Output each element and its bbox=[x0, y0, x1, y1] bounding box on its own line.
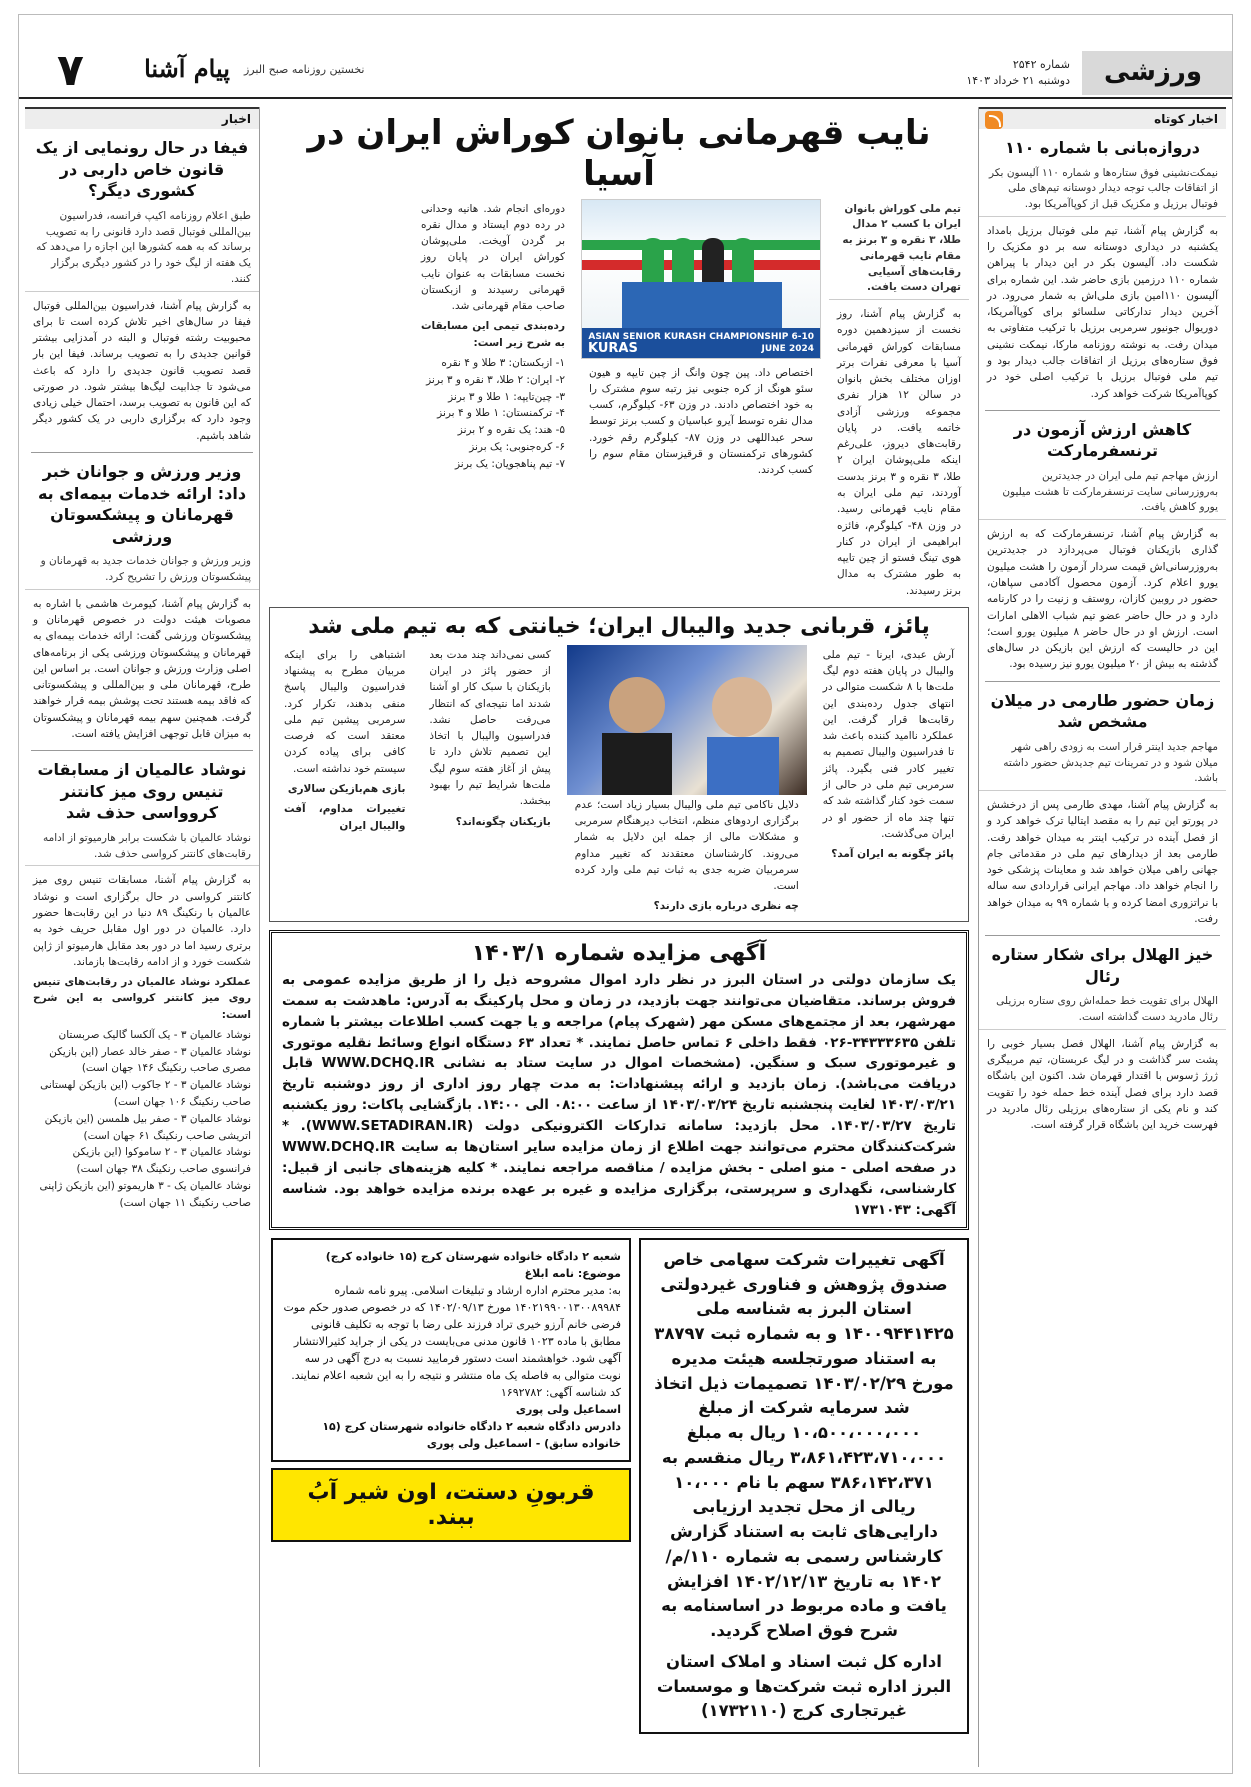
volleyball-subhead: بازیکنان چگونه‌اند؟ bbox=[455, 815, 551, 828]
story-headline: خیز الهلال برای شکار ستاره رئال bbox=[991, 945, 1214, 986]
court-signature: دادرس دادگاه شعبه ۲ دادگاه خانواده شهرستان کرج (۱۵ خانواده سابق) - اسماعیل ولی پوری bbox=[322, 1420, 621, 1451]
results-list bbox=[25, 1025, 259, 1214]
main-body-2: اختصاص داد. پین چون وانگ از چین تایپه و هیون سئو هونگ از کره جنوبی نیز رتبه سوم مشترک را به خود اختصاص دادند. در وزن ۶۳- کیلوگرم، کسب مدال نقره توسط آیرو عباسیان و کسب برنز توسط سحر عبداللهی در وزن ۸۷- کیلوگرم رقم خورد. کشورهای ترکمنستان و قرقیزستان مقام سوم را کسب کردند. bbox=[589, 366, 813, 477]
result-item: نوشاد عالمیان ۳ - یک آلکسا گالیک صربستان bbox=[58, 1028, 251, 1041]
volleyball-subhead: تغییرات مداوم، آفت والیبال ایران bbox=[284, 803, 406, 832]
main-story-row bbox=[269, 199, 969, 601]
story-lead: ارزش مهاجم تیم ملی ایران در جدیدترین به‌روزرسانی سایت ترنسفرمارکت تا هشت میلیون یورو کاهش یافت. bbox=[979, 466, 1226, 520]
ranking-item: ۲- ایران: ۲ طلا، ۳ نقره و ۳ برنز bbox=[426, 373, 565, 386]
story-r1 bbox=[979, 137, 1226, 404]
kurash-team-photo bbox=[581, 199, 821, 359]
divider bbox=[31, 750, 253, 751]
divider bbox=[985, 410, 1220, 411]
story-body: به گزارش پیام آشنا، الهلال فصل بسیار خوبی را پشت سر گذاشت و در لیگ عربستان، تیم مربیگری ژرژ ژسوس با اقتدار قهرمان شد. اکنون این باشگاه قصد دارد برای فصل آینده خط حمله خود را تقویت کند و نام یکی از ستاره‌های برزیلی رئال مادرید در فهرست خرید این باشگاه قرار گرفته است. bbox=[987, 1037, 1218, 1132]
flag-red-stripe bbox=[582, 260, 820, 270]
volleyball-col-1 bbox=[815, 645, 962, 917]
story-r2 bbox=[979, 419, 1226, 675]
court-signature-name: اسماعیل ولی پوری bbox=[515, 1403, 621, 1417]
issue-number: شماره ۲۵۴۲ bbox=[1012, 58, 1070, 71]
volleyball-story bbox=[269, 607, 969, 922]
auction-ad bbox=[269, 930, 969, 1230]
center-area bbox=[269, 107, 969, 1767]
water-saving-slogan: قربونِ دستت، اون شیر آبُ ببند. bbox=[271, 1468, 631, 1542]
main-body-3: دوره‌ای انجام شد. هانیه وحدانی در رده دوم ایستاد و مدال نقره بر گردن آویخت. ملی‌پوشان کوراش ایران در پایان روز نخست مسابقات به عنوان نایب قهرمانی رسیدند و ازبکستان صاحب مقام قهرمانی شد. bbox=[421, 202, 565, 313]
result-item: نوشاد عالمیان ۳ - صفر خالد عصار (این بازیکن مصری صاحب رنکینگ ۱۴۶ جهان است) bbox=[49, 1045, 251, 1075]
championship-banner bbox=[582, 328, 820, 358]
ranking-list bbox=[413, 353, 573, 475]
divider bbox=[31, 452, 253, 453]
flag-green-stripe bbox=[582, 240, 820, 250]
section-tab bbox=[1082, 51, 1232, 95]
coach-figure bbox=[702, 238, 724, 288]
story-body: به گزارش پیام آشنا، ترنسفرمارکت که به ارزش گذاری بازیکنان فوتبال می‌پردازد در جدیدترین به‌روزرسانی‌اش قیمت سردار آزمون را هشت میلیون یورو اعلام کرد. آزمون محصول آکادمی سپاهان، حضور در روبین کازان، روستف و زنیت را در کارنامه دارد و در حال حاضر عضو تیم شباب الاهلی امارات است. ارزش او در حال حاضر ۸ میلیون یورو است؛ این در حالیست که ارزش این بازیکن در سال‌های گذشته به بیش از ۲۰ میلیون یورو نیز رسیده بود. bbox=[987, 528, 1219, 671]
podium bbox=[622, 282, 782, 328]
kicker-label: اخبار کوتاه bbox=[1154, 112, 1218, 126]
volleyball-subhead: بازی هم‌بازیکن سالاری bbox=[287, 783, 406, 795]
results-title: عملکرد نوشاد عالمیان در رقابت‌های تنیس روی میز کانتنر کرواسی به این شرح است: bbox=[33, 976, 251, 1021]
story-r4 bbox=[979, 944, 1226, 1135]
page-number: ۷ bbox=[57, 45, 84, 96]
kicker-label: اخبار bbox=[221, 112, 251, 126]
story-headline: نوشاد عالمیان از مسابقات تنیس روی میز کانتنر کروواسی حذف شد bbox=[37, 760, 247, 823]
divider bbox=[985, 681, 1220, 682]
column-kicker bbox=[979, 107, 1226, 129]
story-headline: فیفا در حال رونمایی از یک قانون خاص داربی در کشوری دیگر؟ bbox=[35, 138, 249, 201]
issue-info bbox=[890, 57, 1070, 89]
story-r3 bbox=[979, 690, 1226, 930]
tagline: نخستین روزنامه صبح البرز bbox=[244, 63, 365, 76]
newspaper-page bbox=[18, 14, 1233, 1774]
masthead bbox=[19, 15, 1232, 105]
main-story-col-3 bbox=[413, 199, 573, 601]
coach-face-left bbox=[609, 677, 665, 733]
court-code: کد شناسه آگهی: ۱۶۹۲۷۸۲ bbox=[500, 1386, 621, 1400]
column-kicker bbox=[25, 107, 259, 129]
main-headline: نایب قهرمانی بانوان کوراش ایران در آسیا bbox=[307, 113, 931, 194]
flag-white-stripe bbox=[582, 250, 820, 260]
story-body: به گزارش پیام آشنا، کیومرث هاشمی با اشاره به مصوبات هیئت دولت در خصوص قهرمانان و پیشکسوتان ورزشی گفت: ارائه خدمات بیمه‌ای به قهرمانان و پیشکسوتان ورزشی یکی از برنامه‌های اصلی وزارت ورزش و جوانان است. بر اساس این طرح، قهرمانان ملی و بین‌المللی و پیشکسوتانی که فاقد بیمه هستند تحت پوشش بیمه قرار خواهند گرفت. همچنین سهم بیمه قهرمانان و پیشکسوتان به میزان قابل توجهی افزایش یافته است. bbox=[33, 597, 251, 740]
result-item: نوشاد عالمیان ۳ - ۲ ساموکوا (این بازیکن فرانسوی صاحب رنکینگ ۳۸ جهان است) bbox=[72, 1146, 251, 1176]
newspaper-logo bbox=[137, 43, 237, 93]
ranking-item: ۵- هند: یک نقره و ۲ برنز bbox=[457, 424, 565, 437]
story-headline: دروازه‌بانی با شماره ۱۱۰ bbox=[1005, 138, 1200, 157]
story-headline: وزیر ورزش و جوانان خبر داد: ارائه خدمات بیمه‌ای به قهرمانان و پیشکسوتان ورزشی bbox=[37, 461, 247, 546]
coach-body-right bbox=[707, 737, 779, 795]
volleyball-text-2: دلایل ناکامی تیم ملی والیبال بسیار زیاد است؛ عدم برگزاری اردوهای منظم، انتخاب دیرهنگام سرمربی و مشکلات مالی از جمله این دلایل به شمار می‌روند. کارشناسان معتقدند که تغییر مداوم سرمربیان ضربه جدی به ثبات تیم ملی وارد کرده است. bbox=[574, 798, 799, 893]
news-column bbox=[25, 107, 260, 1767]
volleyball-headline: پائز، قربانی جدید والیبال ایران؛ خیانتی که به تیم ملی شد bbox=[308, 613, 930, 639]
story-lead: طبق اعلام روزنامه اکیپ فرانسه، فدراسیون بین‌المللی فوتبال قصد دارد قانونی را به تصویب برساند که به همه کشورها این اجازه را می‌دهد که یک هفته از لیگ خود را در کشور دیگری برگزار کنند. bbox=[25, 206, 259, 292]
volleyball-text-4: اشتباهی را برای اینکه مربیان مطرح به پیشنهاد فدراسیون والیبال پاسخ منفی بدهند، تکرار کرد. سرمربی پیشین تیم ملی معتقد است که فرصت کافی برای پیاده کردن سیستم خود نداشته است. bbox=[284, 648, 406, 775]
ranking-item: ۴- ترکمنستان: ۱ طلا و ۴ برنز bbox=[437, 407, 565, 420]
volleyball-col-4 bbox=[276, 645, 413, 917]
company-notice-text: آگهی تغییرات شرکت سهامی خاص صندوق پژوهش و فناوری غیردولتی استان البرز به شناسه ملی ۱۴۰۰۹۴۴۱۴۲۵ و به شماره ثبت ۳۸۷۹۷ به استناد صورتجلسه هیئت مدیره مورخ ۱۴۰۳/۰۲/۲۹ تصمیمات ذیل اتخاذ شد سرمایه شرکت از مبلغ ۱۰،۵۰۰،۰۰۰،۰۰۰ ریال به مبلغ ۳،۸۶۱،۴۲۳،۷۱۰،۰۰۰ ریال منقسم به ۳۸۶،۱۴۲،۳۷۱ سهم با نام ۱۰،۰۰۰ ریالی از محل تجدید ارزیابی دارایی‌های ثابت به استناد گزارش کارشناس رسمی به شماره ۱۱۰/م/۱۴۰۲ به تاریخ ۱۴۰۲/۱۲/۱۳ افزایش یافت و ماده مربوط در اساسنامه به شرح فوق اصلاح گردید. bbox=[654, 1249, 954, 1641]
story-body: به گزارش پیام آشنا، فدراسیون بین‌المللی فوتبال فیفا در سال‌های اخیر تلاش کرده است تا برای محبوبیت رشته فوتبال و البته در آمدزایی بیشتر قوانین جدیدی را به تصویب برساند. فیفا این بار قصد تصویب قانون جدیدی را دارد که باعث می‌شود تا جذابیت لیگ‌ها بیشتر شود. در صورتی که این قانون به تصویب برسد، احتمال خیلی زیادی وجود دارد که برگزاری داربی در یک کشور دیگر شاهد باشیم. bbox=[33, 299, 251, 442]
volleyball-subhead: پائز چگونه به ایران آمد؟ bbox=[831, 848, 954, 861]
story-headline: زمان حضور طارمی در میلان مشخص شد bbox=[990, 690, 1215, 732]
court-notice-col bbox=[271, 1238, 631, 1734]
story-body: به گزارش پیام آشنا، مسابقات تنیس روی میز کانتنر کرواسی در حال برگزاری است و نوشاد عالمیان با رنکینگ ۸۹ دنیا در این رقابت‌ها حضور دارد. عالمیان در دور اول مقابل حریف خود به برتری رسید اما در دور بعد مقابل هارمیوتو از ژاپن شکست خورد و از ادامه رقابت‌ها بازماند. bbox=[33, 874, 251, 968]
story-headline: کاهش ارزش آزمون در ترنسفرمارکت bbox=[1013, 419, 1192, 461]
volleyball-text-1: آرش عبدی، ایرنا - تیم ملی والیبال در پایان هفته دوم لیگ ملت‌ها با ۸ شکست متوالی در انتهای جدول رده‌بندی این رقابت‌ها قرار گرفت. این عملکرد ناامید کننده باعث شد تا فدراسیون والیبال تصمیم به تغییر کادر فنی بگیرد. پائز سرمربی تیم ملی در حالی از سمت خود کنار گذاشته شد که تنها چند ماه از حضور او در ایران می‌گذشت. bbox=[822, 648, 954, 840]
main-lead: تیم ملی کوراش بانوان ایران با کسب ۲ مدال طلا، ۳ نقره و ۳ برنز به مقام نایب قهرمانی رقابت‌های آسیایی تهران دست یافت. bbox=[829, 199, 969, 301]
athlete-figure bbox=[642, 238, 664, 288]
volleyball-coaches-photo bbox=[567, 645, 807, 795]
ranking-item: ۱- ازبکستان: ۳ طلا و ۴ نقره bbox=[441, 356, 565, 369]
story-l1 bbox=[25, 137, 259, 446]
story-l2 bbox=[25, 461, 259, 744]
story-l3 bbox=[25, 759, 259, 1213]
logo-text: پیام آشنا bbox=[144, 54, 230, 83]
result-item: نوشاد عالمیان یک - ۳ هاریموتو (این بازیکن ژاپنی صاحب رنکینگ ۱۱ جهان است) bbox=[39, 1180, 251, 1209]
story-lead: الهلال برای تقویت خط حمله‌اش روی ستاره برزیلی رئال مادرید دست گذاشته است. bbox=[979, 991, 1226, 1030]
volleyball-col-photo bbox=[567, 645, 807, 917]
auction-title: آگهی مزایده شماره ۱۴۰۳/۱ bbox=[471, 940, 767, 966]
result-item: نوشاد عالمیان ۳ - صفر بیل هلمسن (این بازیکن اتریشی صاحب رنکینگ ۶۱ جهان است) bbox=[44, 1112, 251, 1142]
main-body-1: به گزارش پیام آشنا، روز نخست از سیزدهمین دوره مسابقات کوراش قهرمانی آسیا با معرفی نفرات برتر اوزان مختلف بخش بانوان در سالن ۱۲ هزار نفری مجموعه ورزشی آزادی خاتمه یافت. در پایان رقابت‌های دیروز، علی‌رغم اینکه ملی‌پوشان ایران ۲ طلا، ۳ نقره و ۳ برنز بدست آوردند، تیم ملی ایران به مقام نایب قهرمانی رسید. در وزن ۴۸- کیلوگرم، فائزه ابراهیمی از ایران در کنار هوی تینگ فستو از چین تایپه به طور مشترک به مدال برنز رسیدند. bbox=[837, 308, 961, 597]
volleyball-row bbox=[276, 645, 962, 917]
athlete-figure bbox=[732, 238, 754, 288]
company-notice-col bbox=[639, 1238, 969, 1734]
rss-icon bbox=[985, 111, 1003, 129]
court-title: شعبه ۲ دادگاه خانواده شهرستان کرج (۱۵ خانواده کرج) bbox=[325, 1249, 621, 1263]
company-notice bbox=[639, 1238, 969, 1734]
ranking-item: ۶- کره‌جنوبی: یک برنز bbox=[469, 440, 565, 453]
story-lead: مهاجم جدید اینتر قرار است به زودی راهی شهر میلان شود و در تمرینات تیم جدیدش حضور داشته باشد. bbox=[979, 737, 1226, 791]
court-body: به: مدیر محترم اداره ارشاد و تبلیغات اسلامی. پیرو نامه شماره ۱۴۰۲۱۹۹۰۰۱۳۰۰۸۹۹۸۴ مورخ ۱۴۰۲/۰۹/۱۳ که در خصوص صدور حکم موت فرضی خانم آرزو خیری تراد فرزند علی رضا با توجه به تکلیف قانونی مطابق با ماده ۱۰۲۳ قانون مدنی می‌بایست در یکی از جراید کثیرالانتشار آگهی شود. خواهشمند است دستور فرمایید نسبت به درج آگهی در سه نوبت متوالی به فاصله یک ماه منتشر و نتیجه را به این شعبه اعلام نمایند. bbox=[283, 1283, 621, 1383]
volleyball-text-3: کسی نمی‌داند چند مدت بعد از حضور پائز در ایران بازیکنان با سبک کار او آشنا شدند اما نتیجه‌ای که انتظار می‌رفت حاصل نشد. فدراسیون والیبال با اتخاذ این تصمیم تلاش دارد تا پیش از آغاز هفته سوم لیگ ملت‌ها شرایط تیم را بهبود ببخشد. bbox=[429, 648, 551, 808]
banner-side-text: KURAS bbox=[588, 340, 638, 356]
ranking-item: ۷- تیم پناهجویان: یک برنز bbox=[454, 457, 565, 470]
masthead-rule bbox=[19, 97, 1232, 99]
story-lead: نوشاد عالمیان با شکست برابر هارمیوتو از ادامه رقابت‌های کانتنر کرواسی حذف شد. bbox=[25, 828, 259, 867]
coach-body-left bbox=[602, 733, 672, 795]
issue-date: دوشنبه ۲۱ خرداد ۱۴۰۳ bbox=[966, 74, 1070, 87]
athlete-figure bbox=[672, 238, 694, 288]
court-notice bbox=[271, 1238, 631, 1463]
ranking-item: ۳- چین‌تایپه: ۱ طلا و ۳ برنز bbox=[448, 390, 565, 403]
notices-row bbox=[269, 1238, 969, 1734]
main-story bbox=[269, 113, 969, 601]
auction-text: یک سازمان دولتی در استان البرز در نظر دارد اموال مشروحه ذیل را از طریق مزایده عمومی به فروش برساند. متقاضیان می‌توانند جهت بازدید، در زمان و محل پارکینگ به آدرس: ماهدشت به سمت مهرشهر، بعد از مجتمع‌های مسکن مهر (شهرک پیام) مراجعه و یا جهت کسب اطلاعات بیشتر با شماره تلفن ۳۴۳۳۳۶۳۵-۰۲۶ فقط داخلی ۶ تماس حاصل نمایند. * تعداد ۶۳ دستگاه انواع وسائط نقلیه موتوری و غیرموتوری سبک و سنگین. (مشخصات اموال در سایت ستاد به نشانی WWW.DCHQ.IR قابل دریافت می‌باشد). زمان بازدید و ارائه پیشنهادات: به مدت چهار روز اداری از روز دوشنبه تاریخ ۱۴۰۳/۰۳/۲۱ لغایت پنجشنبه تاریخ ۱۴۰۳/۰۳/۲۴ از ساعت ۰۸:۰۰ الی ۱۴:۰۰. بازگشایی پاکات: روز یکشنبه تاریخ ۱۴۰۳/۰۳/۲۷. محل بازدید: سامانه تدارکات الکترونیکی دولت (WWW.SETADIRAN.IR). * شرکت‌کنندگان محترم می‌توانند جهت اطلاع از زمان مزایده سایر استان‌ها به سایت WWW.DCHQ.IR در صفحه اصلی - منو اصلی - بخش مزایده / مناقصه مراجعه نمایند. * کلیه هزینه‌های جانبی از قبیل: کارشناسی، نگهداری و سرپرستی، برگزاری مزایده و غیره بر عهده برنده مزایده خواهد بود. شناسه آگهی: ۱۷۳۱۰۴۳ bbox=[282, 971, 956, 1218]
story-body: به گزارش پیام آشنا، مهدی طارمی پس از درخشش در پورتو این تیم را به مقصد ایتالیا ترک خواهد کرد و از فصل آینده در ترکیب اینتر به میدان خواهد رفت. طارمی بعد از دیدارهای تیم ملی در مقدماتی جام جهانی راهی میلان خواهد شد و معاینات پزشکی خود را انجام خواهد داد. مهاجم ایرانی قراردادی سه ساله با نراتزوری امضا کرده و با شماره ۹۹ به میدان خواهد رفت. bbox=[987, 799, 1218, 925]
company-notice-signature: اداره کل ثبت اسناد و املاک استان البرز اداره ثبت شرکت‌ها و موسسات غیرتجاری کرج (۱۷۳۲۱۱۰) bbox=[656, 1651, 952, 1721]
coach-face-right bbox=[712, 677, 772, 737]
banner-text: ASIAN SENIOR KURASH CHAMPIONSHIP 6-10 JUNE 2024 bbox=[588, 331, 814, 354]
volleyball-subhead: چه نظری درباره بازی دارند؟ bbox=[653, 900, 799, 913]
main-story-col-1 bbox=[829, 199, 969, 601]
main-story-col-photo bbox=[581, 199, 821, 601]
result-item: نوشاد عالمیان ۳ - ۲ جاکوب (این بازیکن لهستانی صاحب رنکینگ ۱۰۶ جهان است) bbox=[40, 1079, 251, 1109]
story-lead: وزیر ورزش و جوانان خدمات جدید به قهرمانان و پیشکسوتان ورزش را تشریح کرد. bbox=[25, 551, 259, 590]
section-title: ورزشی bbox=[1104, 57, 1202, 87]
story-body: به گزارش پیام آشنا، تیم ملی فوتبال برزیل بامداد یکشنبه در دیداری دوستانه سه بر دو مکزیک را شکست داد. آلیسون بکر در این دیدار با پیراهن شماره ۱۱۰ درزمین بازی حاضر شد. این شماره برای آلیسون ۱۱۰امین بازی ملی‌اش به شمار می‌رود. در آخرین دیدار تدارکاتی سلسائو برای کوپاآمریکا، دوریوال جونیور سرمربی برزیل با ترکیب متفاوتی به میدان رفت. به نوشته روزنامه مارکا، نیمکت نشینی فوق ستاره‌های برزیل از اتفاقات جالب دیدار بود و تیم ملی فوتبال برزیل با ترکیب اصلی خود در کوپاآمریکا شرکت خواهد کرد. bbox=[987, 224, 1218, 400]
story-lead: نیمکت‌نشینی فوق ستاره‌ها و شماره ۱۱۰ آلیسون بکر از اتفاقات جالب توجه دیدار دوستانه تیم‌های ملی فوتبال برزیل و مکزیک قبل از کوپاآمریکا بود. bbox=[979, 163, 1226, 217]
volleyball-col-3 bbox=[421, 645, 558, 917]
ranking-title: رده‌بندی تیمی این مسابقات به شرح زیر است: bbox=[421, 320, 565, 349]
divider bbox=[985, 935, 1220, 936]
short-news-column bbox=[978, 107, 1226, 1767]
coaches-illustration bbox=[567, 645, 807, 795]
court-subject: موضوع: نامه ابلاغ bbox=[524, 1266, 621, 1280]
